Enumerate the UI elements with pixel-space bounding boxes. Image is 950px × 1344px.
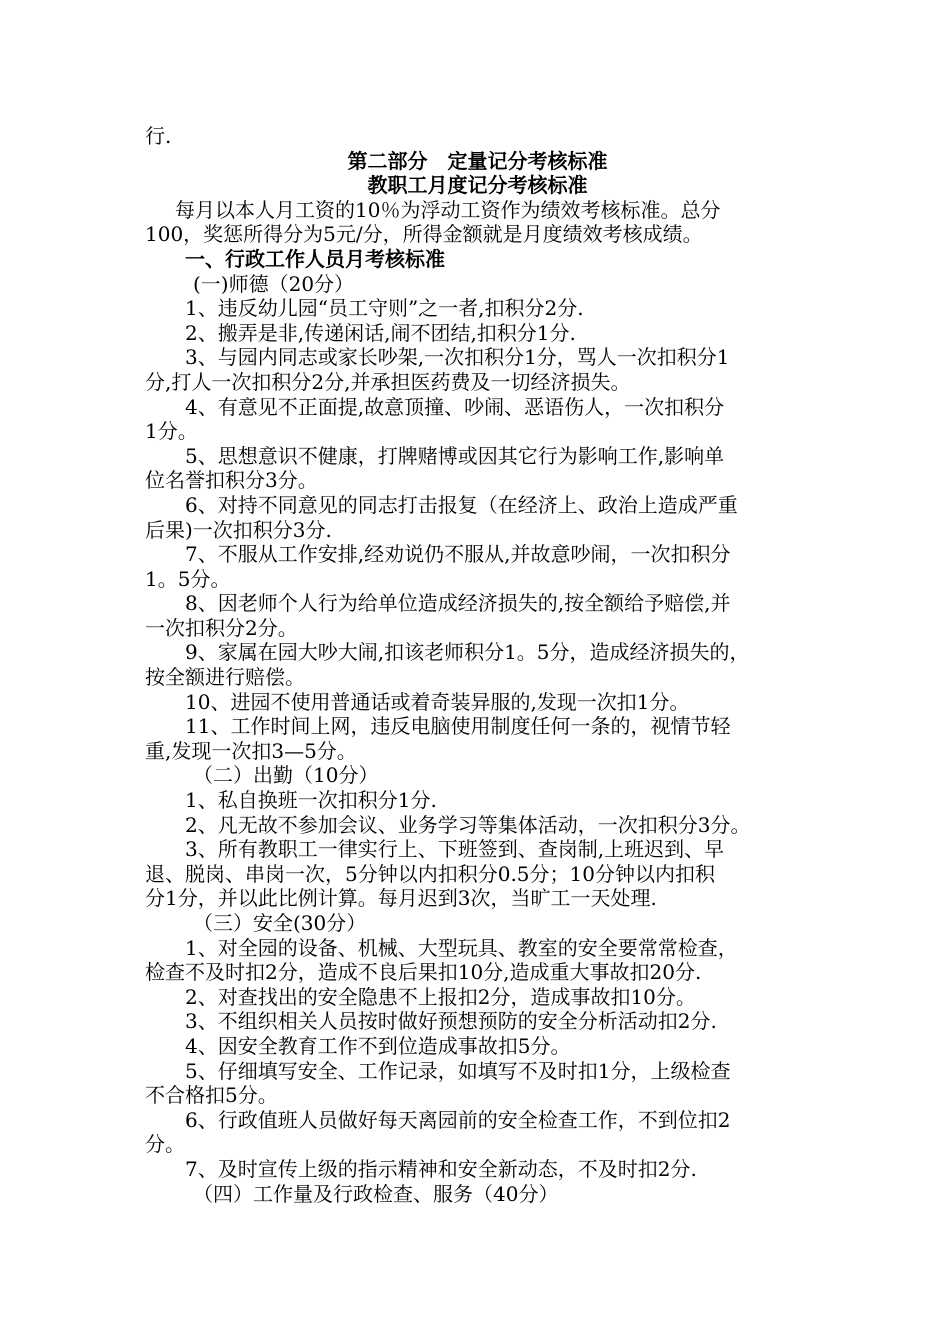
section1-heading: 一、行政工作人员月考核标准 [185, 246, 445, 271]
body-line: 5、思想意识不健康，打牌赌博或因其它行为影响工作,影响单 [185, 443, 725, 468]
body-line: 11、工作时间上网，违反电脑使用制度任何一条的，视情节轻 [185, 714, 731, 739]
body-line: 1、违反幼儿园“员工守则”之一者,扣积分2分. [185, 296, 584, 321]
body-line: 7、及时宣传上级的指示精神和安全新动态，不及时扣2分. [185, 1156, 697, 1181]
body-line: 后果)一次扣积分3分. [145, 517, 332, 542]
intro-line-1: 每月以本人月工资的10％为浮动工资作为绩效考核标准。总分 [175, 197, 721, 222]
document-body [145, 124, 810, 1206]
body-line: 分。 [145, 1132, 185, 1157]
body-line: 4、因安全教育工作不到位造成事故扣5分。 [185, 1033, 571, 1058]
sub1-heading: (一)师德（20分） [193, 271, 355, 296]
body-line: 分1分，并以此比例计算。每月迟到3次，当旷工一天处理. [145, 886, 657, 911]
sub3-heading: （三）安全(30分） [193, 911, 367, 935]
body-line: 6、行政值班人员做好每天离园前的安全检查工作，不到位扣2 [185, 1107, 731, 1132]
sub3-list [145, 936, 810, 1182]
part-title: 第二部分 定量记分考核标准 [347, 148, 608, 173]
body-line: 7、不服从工作安排,经劝说仍不服从,并故意吵闹，一次扣积分 [185, 542, 731, 567]
body-line: 10、进园不使用普通话或着奇装异服的,发现一次扣1分。 [185, 689, 690, 714]
body-line: 1分。 [145, 419, 198, 444]
sub1-list [145, 296, 810, 763]
body-line: 5、仔细填写安全、工作记录，如填写不及时扣1分，上级检查 [185, 1058, 731, 1083]
body-line: 按全额进行赔偿。 [145, 665, 305, 690]
body-line: 重,发现一次扣3—5分。 [145, 738, 357, 763]
body-line: 3、不组织相关人员按时做好预想预防的安全分析活动扣2分. [185, 1009, 717, 1034]
body-line: 不合格扣5分。 [145, 1083, 278, 1108]
body-line: 2、搬弄是非,传递闲话,闹不团结,扣积分1分. [185, 320, 576, 345]
body-line: 2、对查找出的安全隐患不上报扣2分，造成事故扣10分。 [185, 984, 696, 1009]
body-line: 6、对持不同意见的同志打击报复（在经济上、政治上造成严重 [185, 492, 738, 517]
sub2-list [145, 788, 810, 911]
body-line: 分,打人一次扣积分2分,并承担医药费及一切经济损失。 [145, 369, 631, 394]
body-line: 1。5分。 [145, 566, 231, 591]
body-line: 9、家属在园大吵大闹,扣该老师积分1。5分，造成经济损失的， [185, 640, 750, 665]
body-line: 1、私自换班一次扣积分1分. [185, 788, 437, 813]
continuation-text: 行. [145, 124, 172, 148]
sub4-heading: （四）工作量及行政检查、服务（40分） [193, 1181, 559, 1206]
intro-line-2: 100，奖惩所得分为5元/分，所得金额就是月度绩效考核成绩。 [145, 222, 703, 247]
body-line: 位名誉扣积分3分。 [145, 468, 318, 493]
body-line: 检查不及时扣2分，造成不良后果扣10分,造成重大事故扣20分. [145, 960, 702, 985]
body-line: 一次扣积分2分。 [145, 615, 298, 640]
body-line: 3、所有教职工一律实行上、下班签到、查岗制,上班迟到、早 [185, 837, 725, 862]
body-line: 1、对全园的设备、机械、大型玩具、教室的安全要常常检查， [185, 935, 738, 960]
sub-title: 教职工月度记分考核标准 [367, 173, 588, 198]
body-line: 3、与园内同志或家长吵架,一次扣积分1分，骂人一次扣积分1 [185, 345, 730, 370]
body-line: 2、凡无故不参加会议、业务学习等集体活动，一次扣积分3分。 [185, 812, 751, 837]
body-line: 退、脱岗、串岗一次，5分钟以内扣积分0.5分；10分钟以内扣积 [145, 861, 715, 886]
sub2-heading: （二）出勤（10分） [193, 763, 379, 788]
body-line: 4、有意见不正面提,故意顶撞、吵闹、恶语伤人，一次扣积分 [185, 394, 725, 419]
body-line: 8、因老师个人行为给单位造成经济损失的,按全额给予赔偿,并 [185, 591, 731, 616]
